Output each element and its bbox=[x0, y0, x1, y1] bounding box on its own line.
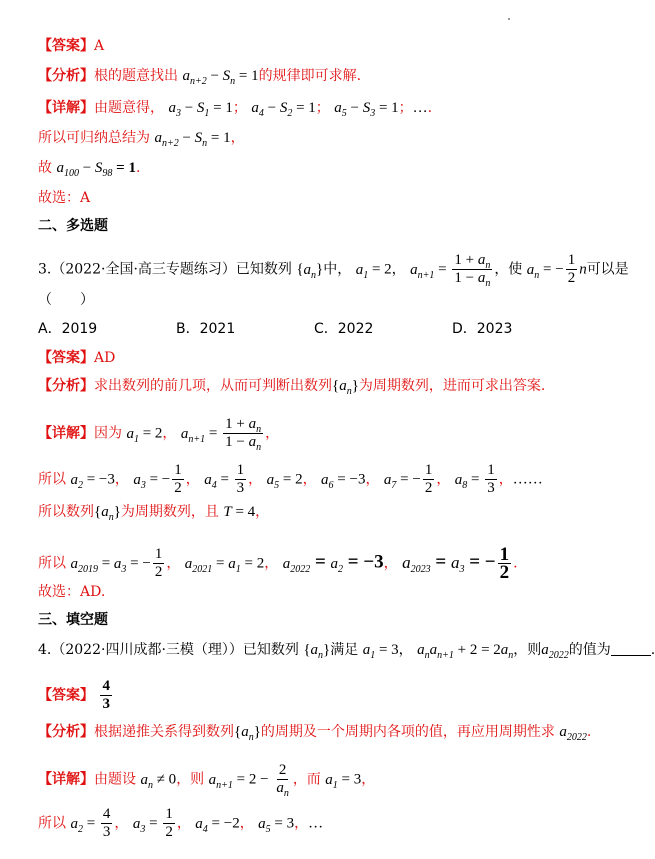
q2-analysis-line: 【分析】根的题意找出 $a_{n+2} - S_n = 1$的规律即可求解. bbox=[38, 68, 362, 87]
decorative-dot bbox=[508, 18, 510, 20]
option-c: C．2022 bbox=[314, 321, 374, 337]
section-3-title: 三、填空题 bbox=[38, 612, 108, 628]
fraction: $\frac{1 + a_n}{1 - a_n}$ bbox=[454, 252, 491, 289]
q4-analysis-line: 【分析】根据递推关系得到数列$\{a_n\}$的周期及一个周期内各项的值，再应用周期性求 $a_{2022}$. bbox=[38, 724, 592, 743]
q4-answer-line: 【答案】 $\frac{4}{3}$ bbox=[38, 678, 110, 712]
q3-answer-value: AD bbox=[94, 350, 116, 366]
answer-label: 【答案】 bbox=[38, 38, 94, 54]
answer-blank bbox=[611, 641, 651, 656]
q3-analysis-line: 【分析】求出数列的前几项，从而可判断出数列$\{a_n\}$为周期数列，进而可求出答案. bbox=[38, 378, 546, 397]
q3-choice: 故选：AD. bbox=[38, 584, 106, 600]
option-b: B．2021 bbox=[176, 321, 236, 337]
option-a: A．2019 bbox=[38, 321, 98, 337]
q3-detail-line: 【详解】因为 $a_1 = 2$， $a_{n+1}$ = $\frac{1 + a_n}{1 - a_n}$ ， bbox=[38, 416, 280, 453]
q3-result-line: 所以 $a_{2019} = a_3$ = − $\frac{1}{2}$ ， $a_{2021} = a_1 = 2$， $a_{2022} = a_2 = -3$， $a_{2023} = a_3$ = − $\frac{1}{2}$ . bbox=[38, 544, 518, 583]
q4-answer-fraction: $\frac{4}{3}$ bbox=[102, 678, 110, 712]
q3-terms-line: 所以 $a_2 = -3$， $a_3$ = − $\frac{1}{2}$ ， $a_4$ = $\frac{1}{3}$ ， $a_5 = 2$， $a_6 = -3$， $a_7$ = − $\frac{1}{2}$ ， $a_8$ = $\frac{1}{3}$ ，…… bbox=[38, 462, 543, 496]
q3-paren: （ ） bbox=[38, 292, 94, 308]
formula: $a_{n+2}$ bbox=[182, 68, 207, 87]
q4-detail-line: 【详解】由题设 $a_n \ne 0$，则 $a_{n+1} = 2$ − $\frac{2}{a_n}$ ，而 $a_1 = 3$， bbox=[38, 762, 376, 799]
analysis-label: 【分析】 bbox=[38, 68, 94, 84]
q2-answer-line bbox=[38, 36, 104, 56]
q2-conclusion-line: 所以可归纳总结为 $a_{n+2} - S_n = 1$， bbox=[38, 130, 245, 149]
q4-stem: 4.（2022·四川成都·三模（理））已知数列 $\{a_n\}$满足 $a_1 = 3$， $a_na_{n+1} + 2 = 2a_n$，则$a_{2022}$的值为 . bbox=[38, 642, 655, 661]
q2-choice: 故选：A bbox=[38, 190, 91, 206]
q2-detail-line: 【详解】由题意得， $a_3 - S_1 = 1$； $a_4 - S_2 = 1$； $a_5 - S_3 = 1$；…. bbox=[38, 100, 433, 119]
q3-answer-line: 【答案】AD bbox=[38, 350, 116, 366]
q3-stem: 3.（2022·全国·高三专题练习）已知数列 $\{a_n\}$中， $a_1 = 2$， $a_{n+1}$ = $\frac{1 + a_n}{1 - a_n}$ ，使 $a_n$ = − $\frac{1}{2}$ n可以是 bbox=[38, 252, 629, 289]
detail-label: 【详解】 bbox=[38, 100, 94, 116]
q2-answer-value: A bbox=[94, 38, 105, 54]
q4-terms-line: 所以 $a_2$ = $\frac{4}{3}$ ， $a_3$ = $\frac{1}{2}$ ， $a_4 = -2$， $a_5 = 3$，… bbox=[38, 806, 324, 840]
q3-periodic-line: 所以数列$\{a_n\}$为周期数列，且 T = 4， bbox=[38, 504, 270, 523]
option-d: D．2023 bbox=[452, 321, 513, 337]
q2-therefore-line: 故 $a_{100} - S_{98} = 1$. bbox=[38, 160, 141, 179]
section-2-title: 二、多选题 bbox=[38, 218, 108, 234]
